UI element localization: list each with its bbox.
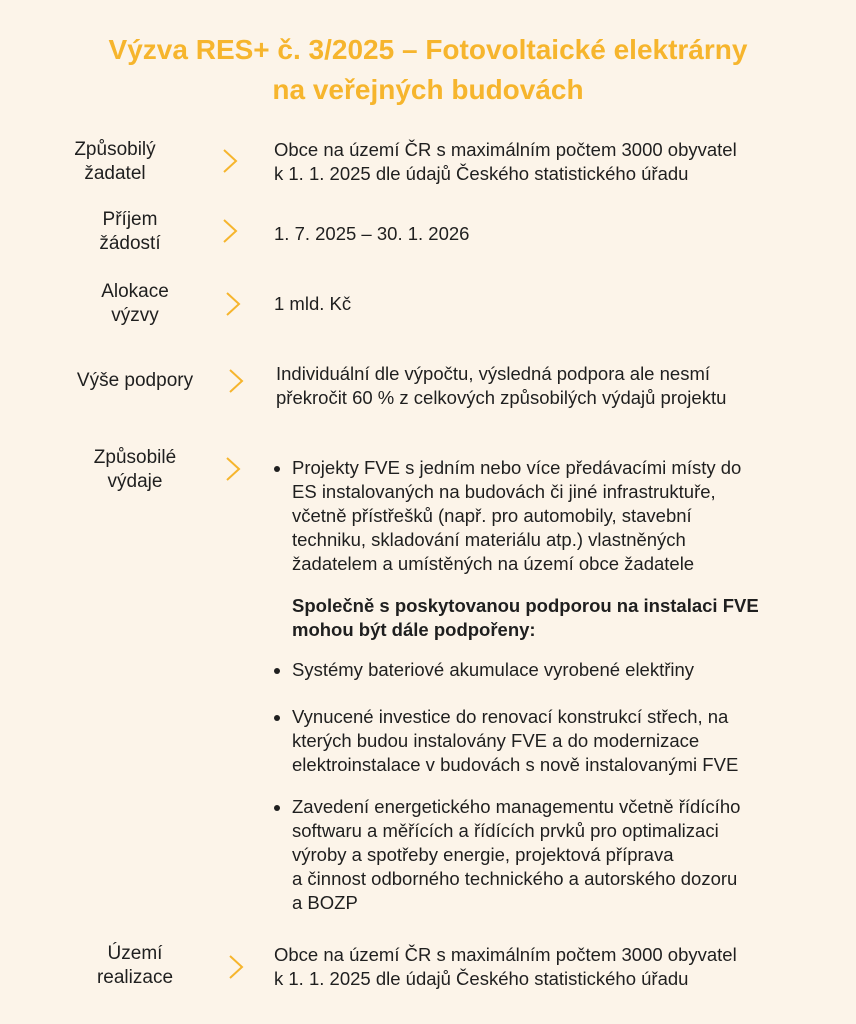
value-line: 1. 7. 2025 – 30. 1. 2026 [274,223,470,244]
bullet-icon [274,668,280,674]
list-item-line: a BOZP [292,892,358,913]
list-item-line: Vynucené investice do renovací konstrukcí střech, na [292,706,729,727]
list-item-line: kterých budou instalovány FVE a do modernizace [292,730,700,751]
value-intake [274,222,834,246]
label-line: výdaje [107,471,163,492]
label-line: Způsobilé [93,447,177,468]
chevron-right-icon [225,456,241,482]
note-line: mohou být dále podpořeny: [292,619,536,640]
list-item [272,705,832,777]
bullet-icon [274,715,280,721]
title-line-1: Výzva RES+ č. 3/2025 – Fotovoltaické elektrárny [108,34,748,65]
bullet-icon [274,805,280,811]
label-expenses [80,446,190,494]
note-line: Společně s poskytovanou podporou na instalaci FVE [292,595,759,616]
value-line: Individuální dle výpočtu, výsledná podpora ale nesmí [276,363,710,384]
list-item-line: Projekty FVE s jedním nebo více předávacími místy do [292,457,742,478]
list-item-line: výroby a spotřeby energie, projektová příprava [292,844,674,865]
list-item-line: softwaru a měřících a řídících prvků pro optimalizaci [292,820,719,841]
label-line: Území [107,943,163,964]
list-item [272,456,832,576]
label-allocation [80,280,190,328]
label-line: žadatel [84,163,146,184]
label-line: výzvy [111,305,159,326]
value-allocation [274,292,834,316]
chevron-right-icon [228,368,244,394]
expenses-note [272,594,832,642]
list-item-line: elektroinstalace v budovách s nově instalovanými FVE [292,754,739,775]
value-line: Obce na území ČR s maximálním počtem 3000 obyvatel [274,139,737,160]
expenses-list-3 [272,705,832,777]
label-line: Příjem [102,209,158,230]
page-title [0,30,856,110]
expenses-list-2 [272,658,832,682]
label-line: Způsobilý [74,139,156,160]
value-line: 1 mld. Kč [274,293,352,314]
list-item-line: včetně přístřešků (např. pro automobily, stavební [292,505,692,526]
chevron-right-icon [225,291,241,317]
label-territory [80,942,190,990]
list-item-line: Systémy bateriové akumulace vyrobené elektřiny [292,659,695,680]
label-line: žádostí [99,233,161,254]
list-item-line: techniku, skladování materiálu atp.) vlastněných [292,529,686,550]
value-line: Obce na území ČR s maximálním počtem 3000 obyvatel [274,944,737,965]
value-territory [274,943,834,991]
value-support [276,362,836,410]
bullet-icon [274,466,280,472]
chevron-right-icon [228,954,244,980]
value-line: k 1. 1. 2025 dle údajů Českého statistického úřadu [274,968,689,989]
list-item-line: Zavedení energetického managementu včetně řídícího [292,796,741,817]
list-item-line: a činnost odborného technického a autorského dozoru [292,868,738,889]
chevron-right-icon [222,148,238,174]
label-line: Výše podpory [76,370,194,391]
list-item [272,795,832,915]
expenses-list [272,456,832,576]
list-item-line: žadatelem a umístěných na území obce žadatele [292,553,695,574]
value-line: překročit 60 % z celkových způsobilých výdajů projektu [276,387,727,408]
value-applicant [274,138,834,186]
label-line: Alokace [101,281,169,302]
value-line: k 1. 1. 2025 dle údajů Českého statistického úřadu [274,163,689,184]
expenses-list-4 [272,795,832,915]
list-item-line: ES instalovaných na budovách či jiné infrastruktuře, [292,481,716,502]
label-intake [75,208,185,256]
chevron-right-icon [222,218,238,244]
list-item [272,658,832,682]
label-line: realizace [96,967,174,988]
label-applicant [60,138,170,186]
label-support [60,369,210,393]
title-line-2: na veřejných budovách [272,74,584,105]
